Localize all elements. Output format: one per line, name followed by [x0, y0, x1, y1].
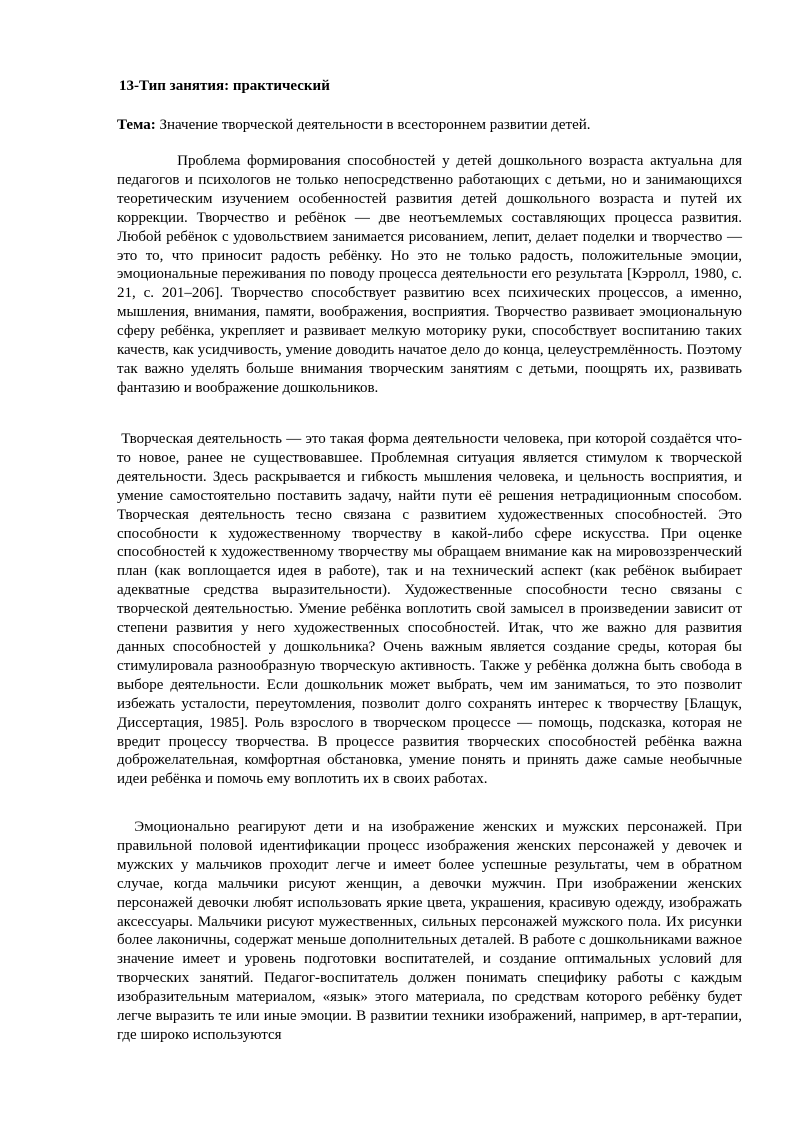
lesson-type-heading: 13-Тип занятия: практический: [119, 78, 330, 94]
topic-line: [117, 115, 591, 135]
topic-label: Тема:: [117, 117, 156, 133]
paragraph-1: Проблема формирования способностей у детей дошкольного возраста актуальна для педагогов и психологов не только непосредственно работающих с детьми, но и занимающихся теоретическим изучением особенностей развития детей дошкольного возраста и путей их коррекции. Творчество и ребёнок — две неотъемлемых составляющих процесса развития. Любой ребёнок с удовольствием занимается рисованием, лепит, делает поделки и творчество — это то, что приносит радость ребёнку. Но это не только радость, положительные эмоции, эмоциональные переживания по поводу процесса деятельности его результата [Кэрролл, 1980, с. 21, с. 201–206]. Творчество способствует развитию всех психических процессов, а именно, мышления, внимания, памяти, воображения, восприятия. Творчество развивает эмоциональную сферу ребёнка, укрепляет и развивает мелкую моторику руки, способствует воспитанию таких качеств, как усидчивость, умение доводить начатое дело до конца, целеустремлённость. Поэтому так важно уделять больше внимания творческим занятиям с детьми, поощрять их, развивать фантазию и воображение дошкольников.: [117, 153, 742, 396]
topic-text: Значение творческой деятельности в всестороннем развитии детей.: [155, 117, 591, 133]
paragraph-3: Эмоционально реагируют дети и на изображение женских и мужских персонажей. При правильной половой идентификации процесс изображения женских персонажей у девочек и мужских у мальчиков проходит легче и имеет более успешные результаты, чем в обратном случае, когда мальчики рисуют женщин, а девочки мужчин. При изображении женских персонажей девочки любят использовать яркие цвета, украшения, красивую одежду, изображать аксессуары. Мальчики рисуют мужественных, сильных персонажей мужского пола. Их рисунки более лаконичны, содержат меньше дополнительных деталей. В работе с дошкольниками важное значение имеет и уровень подготовки воспитателей, и создание оптимальных условий для творческих занятий. Педагог-воспитатель должен понимать специфику работы с каждым изобразительным материалом, «язык» этого материала, по средствам которого ребёнку будет легче выразить те или иные эмоции. В развитии техники изображений, например, в арт-терапии, где широко используются: [117, 819, 742, 1043]
paragraph-2: Творческая деятельность — это такая форма деятельности человека, при которой создаётся что-то новое, ранее не существовавшее. Проблемная ситуация является стимулом к творческой деятельности. Здесь раскрывается и гибкость мышления человека, и цельность восприятия, и умение самостоятельно поставить задачу, найти пути её решения нетрадиционным способом. Творческая деятельность тесно связана с развитием художественных способностей. Это способности к художественному творчеству в какой-либо сфере искусства. При оценке способностей к художественному творчеству мы обращаем внимание как на мировоззренческий план (как воплощается идея в работе), так и на технический аспект (как ребёнок выбирает адекватные средства выразительности). Художественные способности тесно связаны с творческой деятельностью. Умение ребёнка воплотить свой замысел в произведении зависит от степени развития у него художественных способностей. Итак, что же важно для развития данных способностей у дошкольника? Очень важным является создание среды, которая бы стимулировала разнообразную творческую активность. Также у ребёнка должна быть свобода в выборе деятельности. Если дошкольник может выбрать, чем им заниматься, то это позволит избежать усталости, переутомления, позволит долго сохранять интерес к творчеству [Блащук, Диссертация, 1985]. Роль взрослого в творческом процессе — помощь, подсказка, которая не вредит процессу творчества. В процессе развития творческих способностей ребёнка важна доброжелательная, комфортная обстановка, умение понять и принять даже самые необычные идеи ребёнка и помочь ему воплотить их в своих работах.: [117, 431, 742, 788]
